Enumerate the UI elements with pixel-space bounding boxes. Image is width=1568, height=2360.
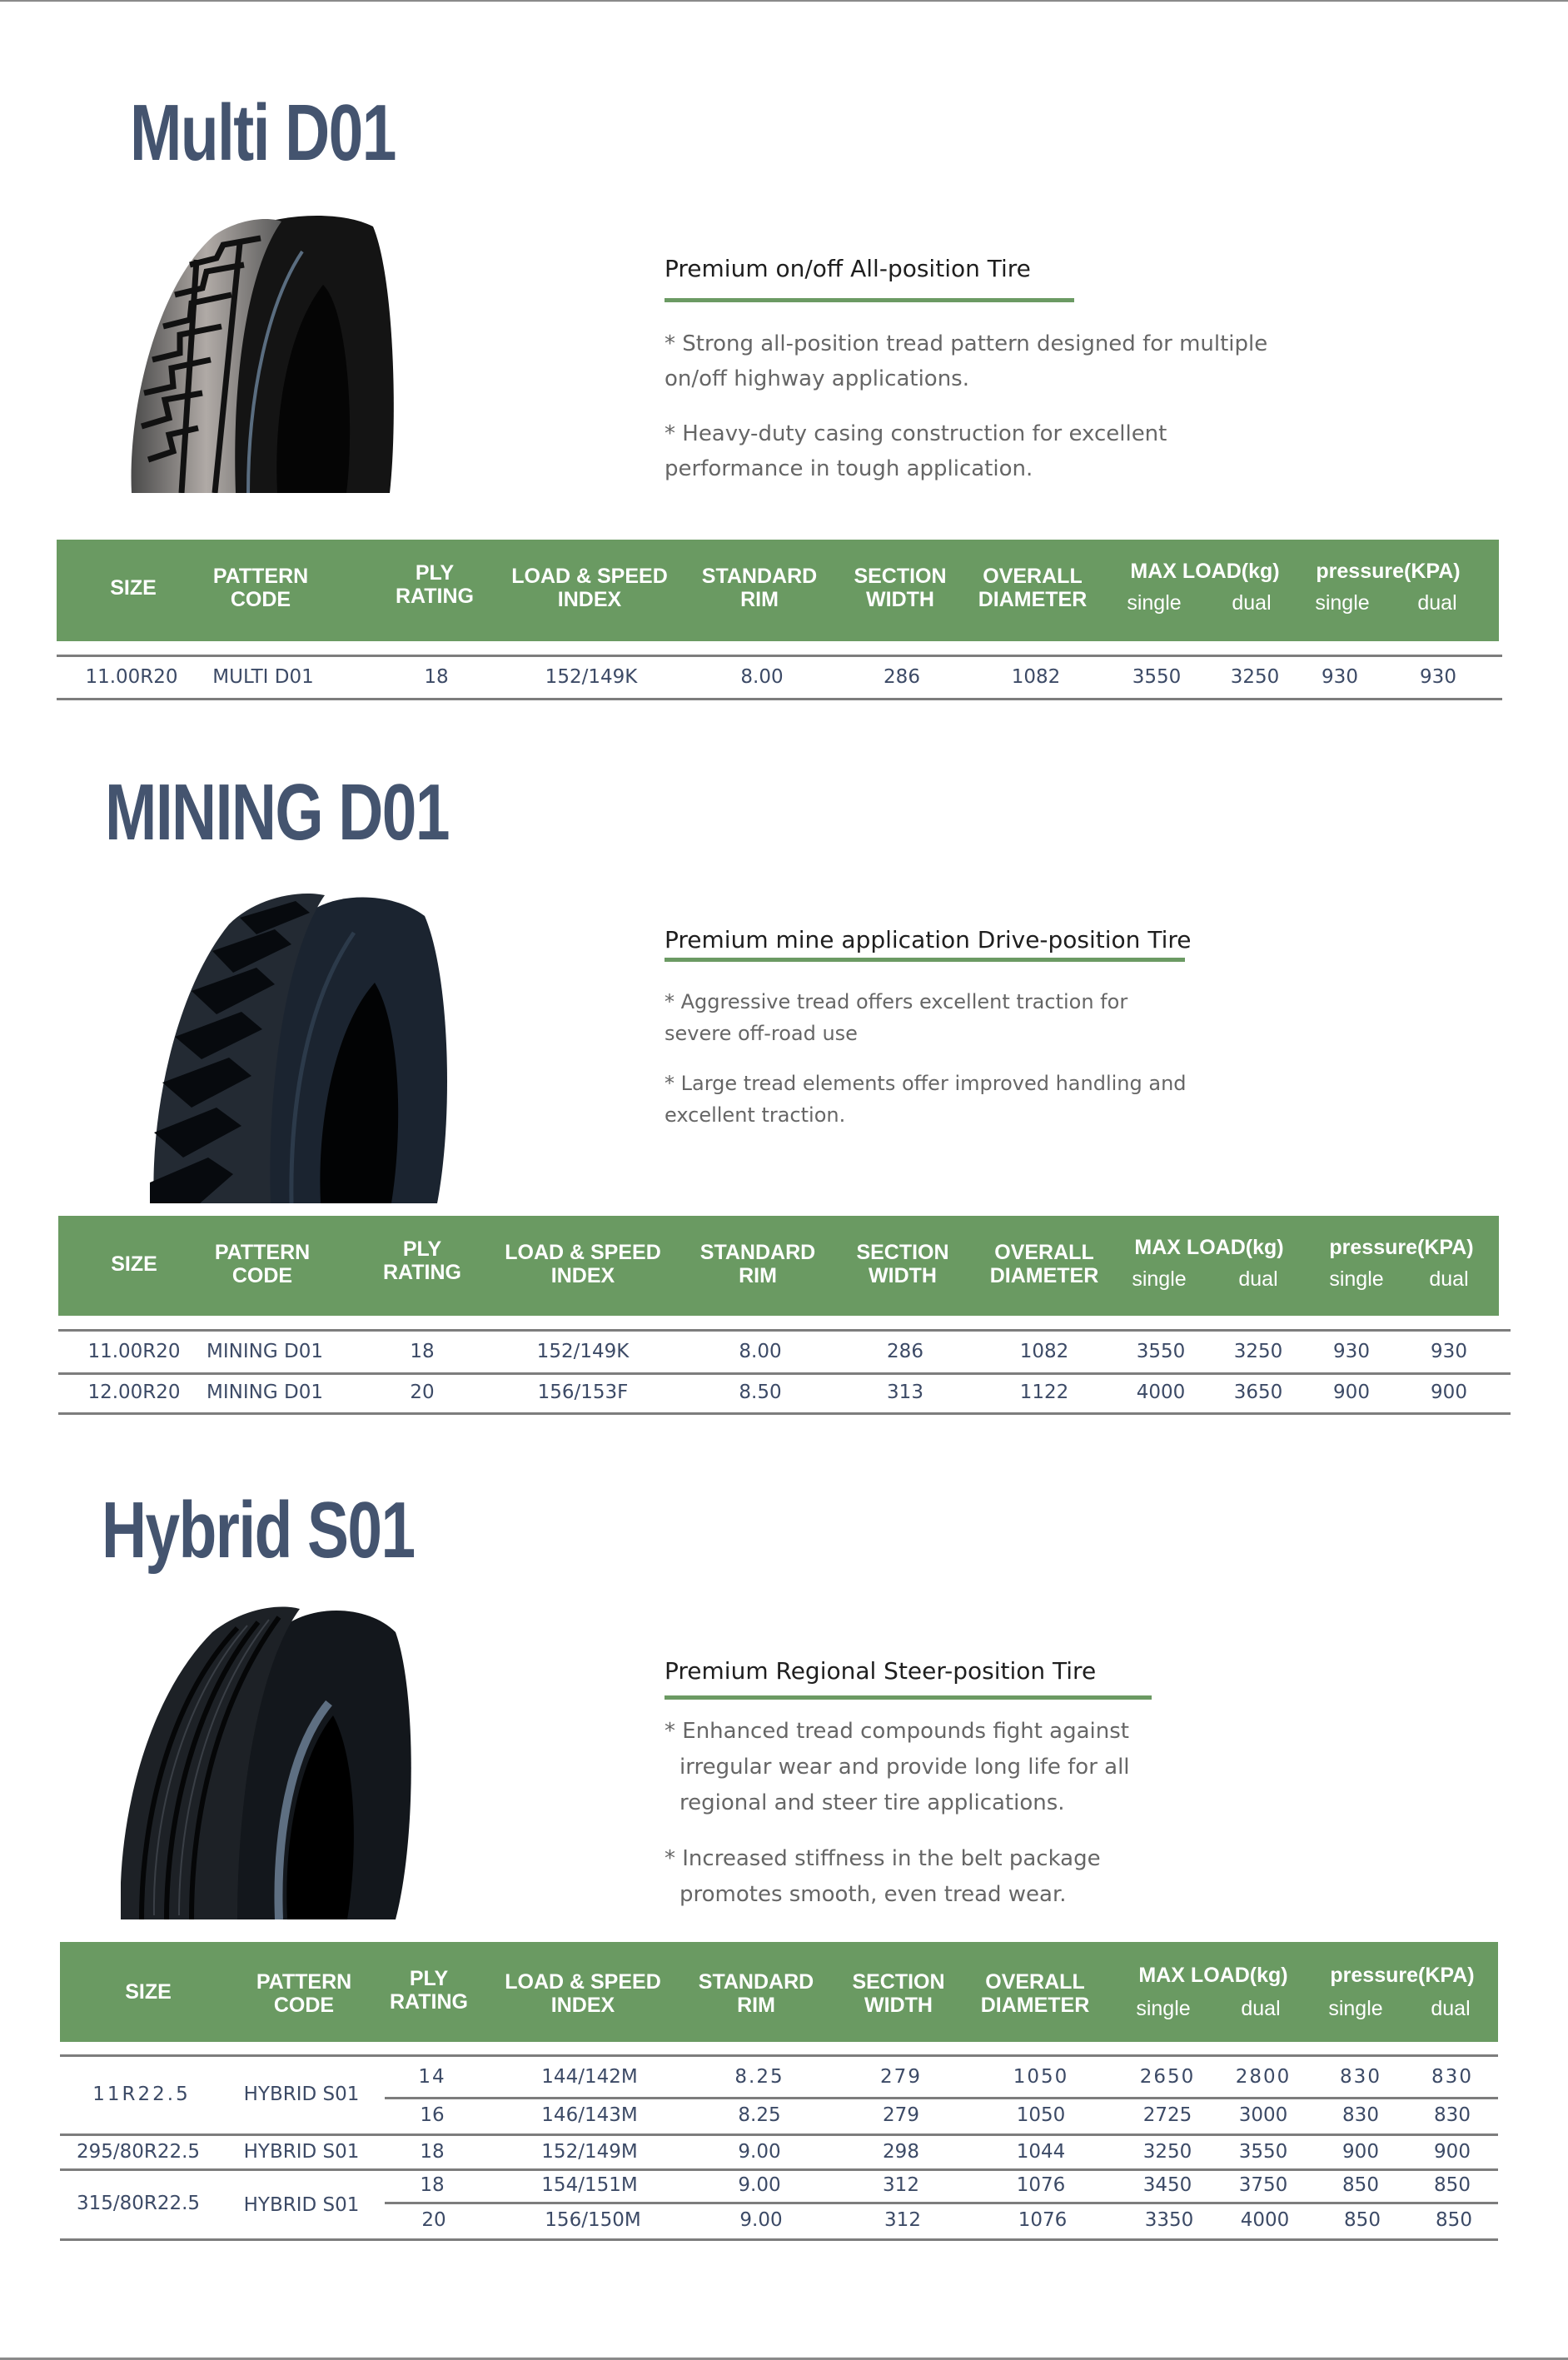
col-max-load-dual: dual xyxy=(1241,1997,1281,2020)
col-pressure: pressure(KPA) xyxy=(1330,1964,1475,1987)
feature-item: * Heavy-duty casing construction for excellent performance in tough application. xyxy=(665,421,1167,481)
col-pressure-dual: dual xyxy=(1431,1997,1471,2020)
spec-table: SIZE PATTERN CODE PLY RATING LOAD & SPEED INDEX STANDARD RIM SECTION WIDTH OVERALL DIAMETER MAX LOAD(kg) pressure(KPA) single dual single dual 11.00R20 MINING D01 18 152/149K 8.00 286 1082 3550 3250 930 930 12.00R20 MINING D01 20 156/153F 8.50 313 1122 4000 3650 900 900 xyxy=(58,1216,1511,1424)
feature-item: * Large tread elements offer improved handling and excellent traction. xyxy=(665,1072,1187,1127)
col-standard-rim: STANDARD RIM xyxy=(701,565,818,611)
group-size: 295/80R22.5 xyxy=(76,2141,201,2163)
col-standard-rim: STANDARD RIM xyxy=(698,1970,814,2017)
col-max-load-single: single xyxy=(1132,1267,1187,1291)
tire-image xyxy=(123,210,398,493)
table-rule xyxy=(58,1329,1511,1332)
feature-item: * Increased stiffness in the belt package promotes smooth, even tread wear. xyxy=(665,1846,1101,1907)
col-section-width: SECTION WIDTH xyxy=(852,1970,945,2017)
table-rule-partial xyxy=(385,2202,1498,2204)
product-subtitle: Premium on/off All-position Tire xyxy=(665,255,1031,282)
col-pressure: pressure(KPA) xyxy=(1329,1236,1474,1259)
feature-item: * Strong all-position tread pattern designed for multiple on/off highway applications. xyxy=(665,331,1268,391)
product-subtitle: Premium Regional Steer-position Tire xyxy=(665,1657,1097,1685)
col-pattern-code: PATTERN CODE xyxy=(214,1241,311,1287)
table-rule xyxy=(57,655,1502,657)
feature-item: * Enhanced tread compounds fight against irregular wear and provide long life for all regional and steer tire applications. xyxy=(665,1719,1130,1815)
col-size: SIZE xyxy=(125,1980,172,2004)
col-overall-diameter: OVERALL DIAMETER xyxy=(989,1241,1099,1287)
table-rule xyxy=(60,2238,1498,2241)
col-section-width: SECTION WIDTH xyxy=(854,565,947,611)
col-pressure-single: single xyxy=(1329,1267,1384,1291)
table-header xyxy=(57,540,1499,641)
table-header xyxy=(60,1942,1498,2042)
tire-image xyxy=(121,1599,421,1919)
product-subtitle: Premium mine application Drive-position Tire xyxy=(665,926,1192,953)
col-pressure-single: single xyxy=(1328,1997,1383,2020)
table-rule xyxy=(60,2054,1498,2057)
feature-list xyxy=(665,986,1197,1151)
col-max-load: MAX LOAD(kg) xyxy=(1134,1236,1284,1259)
col-max-load-single: single xyxy=(1127,591,1182,615)
table-rule xyxy=(57,698,1502,700)
col-pressure: pressure(KPA) xyxy=(1316,560,1461,583)
col-pattern-code: PATTERN CODE xyxy=(256,1970,352,2017)
subtitle-underline xyxy=(665,298,1074,302)
col-pressure-dual: dual xyxy=(1417,591,1457,615)
col-pressure-dual: dual xyxy=(1429,1267,1469,1291)
subtitle-underline xyxy=(665,958,1185,962)
col-max-load-dual: dual xyxy=(1232,591,1272,615)
group-size: 315/80R22.5 xyxy=(76,2193,201,2214)
col-size: SIZE xyxy=(111,1252,157,1276)
table-rule-partial xyxy=(385,2097,1498,2099)
col-max-load: MAX LOAD(kg) xyxy=(1138,1964,1288,1987)
product-title: Hybrid S01 xyxy=(102,1486,415,1575)
feature-item: * Aggressive tread offers excellent traction for severe off-road use xyxy=(665,990,1128,1045)
col-max-load: MAX LOAD(kg) xyxy=(1130,560,1280,583)
spec-table: SIZE PATTERN CODE PLY RATING LOAD & SPEED INDEX STANDARD RIM SECTION WIDTH OVERALL DIAMETER MAX LOAD(kg) pressure(KPA) single dual single dual 11.00R20 MULTI D01 18 152/149K 8.00 286 1082 3550 3250 930 930 xyxy=(57,540,1502,706)
table-rule xyxy=(60,2133,1498,2136)
feature-list xyxy=(665,326,1297,506)
col-pattern-code: PATTERN CODE xyxy=(212,565,309,611)
col-ply-rating: PLY RATING xyxy=(396,561,474,608)
table-rule xyxy=(58,1412,1511,1415)
group-pattern: HYBRID S01 xyxy=(243,2194,360,2216)
product-title: Multi D01 xyxy=(130,88,396,177)
col-size: SIZE xyxy=(110,576,157,600)
table-rule xyxy=(58,1372,1511,1375)
col-load-speed-index: LOAD & SPEED INDEX xyxy=(505,1241,661,1287)
col-standard-rim: STANDARD RIM xyxy=(699,1241,816,1287)
table-header xyxy=(58,1216,1499,1316)
feature-list xyxy=(665,1714,1147,1933)
col-overall-diameter: OVERALL DIAMETER xyxy=(980,1970,1090,2017)
col-pressure-single: single xyxy=(1315,591,1370,615)
col-overall-diameter: OVERALL DIAMETER xyxy=(978,565,1088,611)
table-rule xyxy=(60,2168,1498,2171)
group-pattern: HYBRID S01 xyxy=(243,2084,360,2105)
col-max-load-dual: dual xyxy=(1238,1267,1278,1291)
group-pattern: HYBRID S01 xyxy=(243,2141,360,2163)
col-max-load-single: single xyxy=(1136,1997,1191,2020)
col-load-speed-index: LOAD & SPEED INDEX xyxy=(505,1970,661,2017)
col-ply-rating: PLY RATING xyxy=(383,1237,461,1284)
tire-image xyxy=(150,883,458,1203)
top-page-border xyxy=(0,0,1568,2)
col-ply-rating: PLY RATING xyxy=(390,1967,468,2014)
col-load-speed-index: LOAD & SPEED INDEX xyxy=(511,565,668,611)
col-section-width: SECTION WIDTH xyxy=(856,1241,949,1287)
spec-table: SIZE PATTERN CODE PLY RATING LOAD & SPEED INDEX STANDARD RIM SECTION WIDTH OVERALL DIAMETER MAX LOAD(kg) pressure(KPA) single dual single dual 11R22.5 HYBRID S01 14 144/142M 8.25 279 1050 2650 2800 830 830 16 146/143M 8.25 279 1050 2725 3000 830 830 295/80R22.5 HYBRID S01 18 152/149M 9.00 298 1044 3250 3550 900 900 315/80R22.5 HYBRID S01 18 154/151M 9.00 312 1076 3450 3750 850 850 20 156/150M 9.00 312 1076 3350 4000 850 850 xyxy=(60,1942,1501,2242)
product-title: MINING D01 xyxy=(105,768,449,857)
subtitle-underline xyxy=(665,1695,1152,1700)
group-size: 11R22.5 xyxy=(92,2084,191,2105)
